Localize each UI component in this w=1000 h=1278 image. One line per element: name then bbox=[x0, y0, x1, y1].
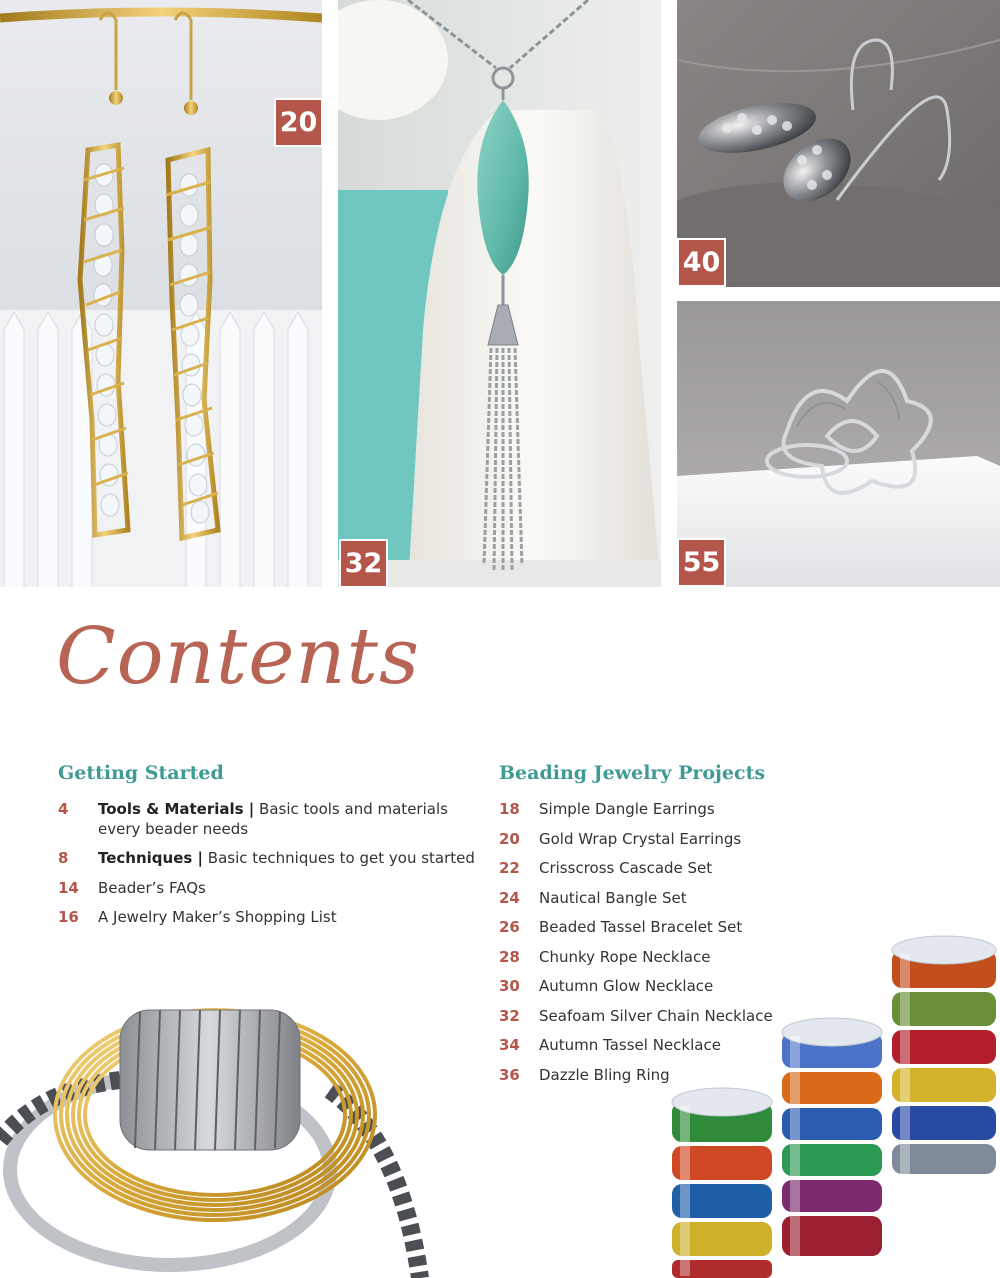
toc-entry[interactable] bbox=[499, 800, 799, 820]
toc-entry-description: Beader’s FAQs bbox=[98, 878, 206, 897]
page-badge: 20 bbox=[274, 98, 322, 147]
toc-page-number: 32 bbox=[499, 1006, 520, 1025]
page-badge: 32 bbox=[339, 539, 388, 587]
toc-entry-text: Dazzle Bling Ring bbox=[539, 1065, 670, 1084]
toc-entry-text bbox=[98, 800, 478, 839]
toc-entry-text bbox=[98, 879, 206, 899]
toc-page-number: 22 bbox=[499, 859, 520, 877]
toc-entry-text: Gold Wrap Crystal Earrings bbox=[539, 829, 742, 848]
toc-page-number: 30 bbox=[499, 977, 520, 995]
seafoam-tassel-necklace-photo bbox=[338, 0, 661, 587]
toc-entry[interactable] bbox=[58, 879, 478, 899]
toc-entry[interactable] bbox=[499, 889, 799, 909]
toc-entry-bold: Techniques | bbox=[98, 849, 204, 867]
toc-page-number: 8 bbox=[58, 849, 69, 867]
getting-started-list bbox=[58, 800, 478, 938]
toc-entry[interactable] bbox=[58, 849, 478, 869]
toc-entry-description: A Jewelry Maker’s Shopping List bbox=[98, 908, 337, 926]
page-badge: 40 bbox=[677, 238, 726, 287]
getting-started-heading: Getting Started bbox=[58, 762, 224, 784]
toc-entry[interactable] bbox=[58, 800, 478, 839]
toc-page-number: 36 bbox=[499, 1065, 520, 1084]
toc-page-number: 18 bbox=[499, 800, 520, 818]
toc-page-number: 4 bbox=[58, 800, 69, 818]
toc-entry-text: Beaded Tassel Bracelet Set bbox=[539, 918, 743, 936]
toc-entry-bold: Tools & Materials | bbox=[98, 800, 255, 818]
toc-page-number: 28 bbox=[499, 947, 520, 966]
toc-entry-text bbox=[98, 908, 337, 928]
toc-entry[interactable] bbox=[499, 830, 799, 850]
toc-entry-text: Autumn Glow Necklace bbox=[539, 977, 714, 995]
necklace-illustration bbox=[338, 0, 661, 587]
toc-entry-text: Chunky Rope Necklace bbox=[539, 947, 711, 966]
seed-bead-jars-photo bbox=[660, 910, 1000, 1278]
toc-entry-text: Autumn Tassel Necklace bbox=[539, 1036, 721, 1054]
page-badge: 55 bbox=[677, 538, 726, 587]
toc-entry-text: Seafoam Silver Chain Necklace bbox=[539, 1006, 773, 1025]
toc-entry-text bbox=[98, 849, 475, 869]
toc-entry[interactable] bbox=[499, 859, 799, 879]
toc-page-number: 16 bbox=[58, 908, 79, 926]
silver-flower-ring-photo bbox=[677, 301, 1000, 587]
toc-page-number: 26 bbox=[499, 918, 520, 936]
toc-entry-text: Crisscross Cascade Set bbox=[539, 859, 713, 877]
projects-heading: Beading Jewelry Projects bbox=[499, 762, 766, 784]
toc-page-number: 20 bbox=[499, 829, 520, 848]
wire-coils-photo bbox=[0, 940, 440, 1278]
toc-entry-description: Basic tools and materials every beader needs bbox=[98, 800, 448, 838]
bead-jars-illustration bbox=[660, 910, 1000, 1278]
earrings-illustration bbox=[0, 0, 322, 587]
toc-entry-description: Basic techniques to get you started bbox=[203, 849, 475, 867]
toc-entry-text: Simple Dangle Earrings bbox=[539, 800, 715, 818]
page-title: Contents bbox=[56, 612, 420, 702]
wire-coils-illustration bbox=[0, 940, 440, 1278]
toc-page-number: 24 bbox=[499, 888, 520, 907]
toc-entry-text: Nautical Bangle Set bbox=[539, 888, 687, 907]
toc-page-number: 14 bbox=[58, 878, 79, 897]
toc-entry[interactable] bbox=[58, 908, 478, 928]
silver-beaded-earrings-photo bbox=[677, 0, 1000, 287]
gold-crystal-earrings-photo bbox=[0, 0, 322, 587]
toc-page-number: 34 bbox=[499, 1036, 520, 1054]
